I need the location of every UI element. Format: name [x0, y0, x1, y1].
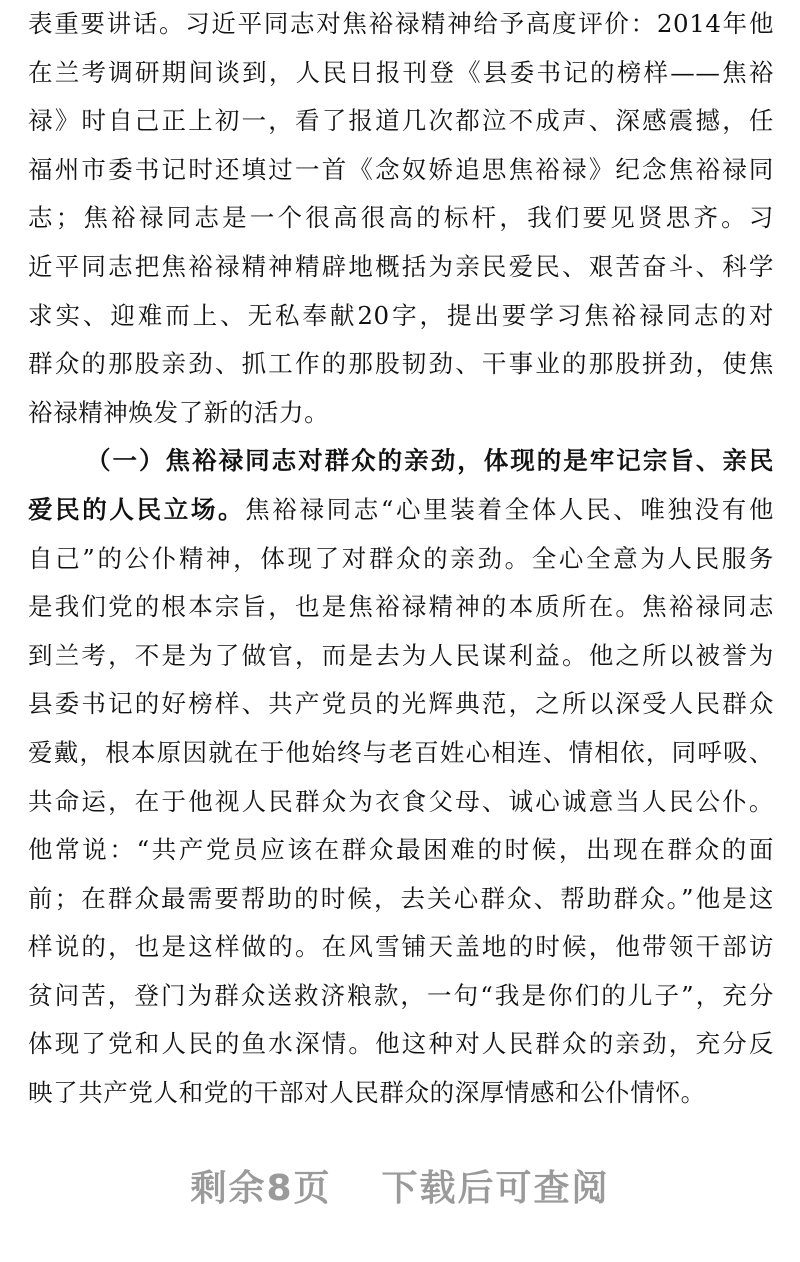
- text-line: 是我们党的根本宗旨，也是焦裕禄精神的本质所在。焦裕禄同志: [28, 592, 774, 622]
- section-heading: （一）焦裕禄同志对群众的亲劲，体现的是牢记宗旨、亲民: [86, 446, 774, 476]
- download-more-banner[interactable]: [0, 1160, 800, 1210]
- text-line: 到兰考，不是为了做官，而是去为人民谋利益。他之所以被誉为: [28, 640, 774, 670]
- section-heading-continuation: [28, 486, 774, 535]
- section-heading-bold: 爱民的人民立场。: [28, 494, 246, 524]
- text-line: 群众的那股亲劲、抓工作的那股韧劲、干事业的那股拼劲，使焦: [28, 349, 774, 379]
- text-line: 贫问苦，登门为群众送救济粮款，一句“我是你们的儿子”，充分: [28, 980, 774, 1010]
- text-line: 前；在群众最需要帮助的时候，去关心群众、帮助群众。”他是这: [28, 883, 774, 913]
- text-line: 体现了党和人民的鱼水深情。他这种对人民群众的亲劲，充分反: [28, 1029, 774, 1059]
- text-line: 自己”的公仆精神，体现了对群众的亲劲。全心全意为人民服务: [28, 543, 774, 573]
- text-line: 样说的，也是这样做的。在风雪铺天盖地的时候，他带领干部访: [28, 932, 774, 962]
- text-line: 在兰考调研期间谈到，人民日报刊登《县委书记的榜样——焦裕: [28, 57, 774, 87]
- text-line: 裕禄精神焕发了新的活力。: [28, 397, 330, 427]
- text-line: 他常说：“共产党员应该在群众最困难的时候，出现在群众的面: [28, 835, 774, 865]
- text-line: 志；焦裕禄同志是一个很高很高的标杆，我们要见贤思齐。习: [28, 203, 774, 233]
- text-line: 映了共产党人和党的干部对人民群众的深厚情感和公仆情怀。: [28, 1078, 706, 1108]
- text-line: 共命运，在于他视人民群众为衣食父母、诚心诚意当人民公仆。: [28, 786, 774, 816]
- text-line: 求实、迎难而上、无私奉献20字，提出要学习焦裕禄同志的对: [28, 300, 774, 330]
- document-body: [28, 0, 774, 1118]
- text-line: 禄》时自己正上初一，看了报道几次都泣不成声、深感震撼，任: [28, 106, 774, 136]
- text-line: 县委书记的好榜样、共产党员的光辉典范，之所以深受人民群众: [28, 689, 774, 719]
- text-line: 爱戴，根本原因就在于他始终与老百姓心相连、情相依，同呼吸、: [28, 737, 774, 767]
- text-line: 表重要讲话。习近平同志对焦裕禄精神给予高度评价：2014年他: [28, 9, 774, 38]
- remaining-pages-label[interactable]: 剩余8页: [190, 1168, 332, 1209]
- section-text: 焦裕禄同志“心里装着全体人民、唯独没有他: [245, 494, 774, 524]
- text-line: 福州市委书记时还填过一首《念奴娇追思焦裕禄》纪念焦裕禄同: [28, 154, 774, 184]
- text-line: 近平同志把焦裕禄精神精辟地概括为亲民爱民、艰苦奋斗、科学: [28, 251, 774, 281]
- download-prompt-label[interactable]: 下载后可查阅: [381, 1168, 610, 1209]
